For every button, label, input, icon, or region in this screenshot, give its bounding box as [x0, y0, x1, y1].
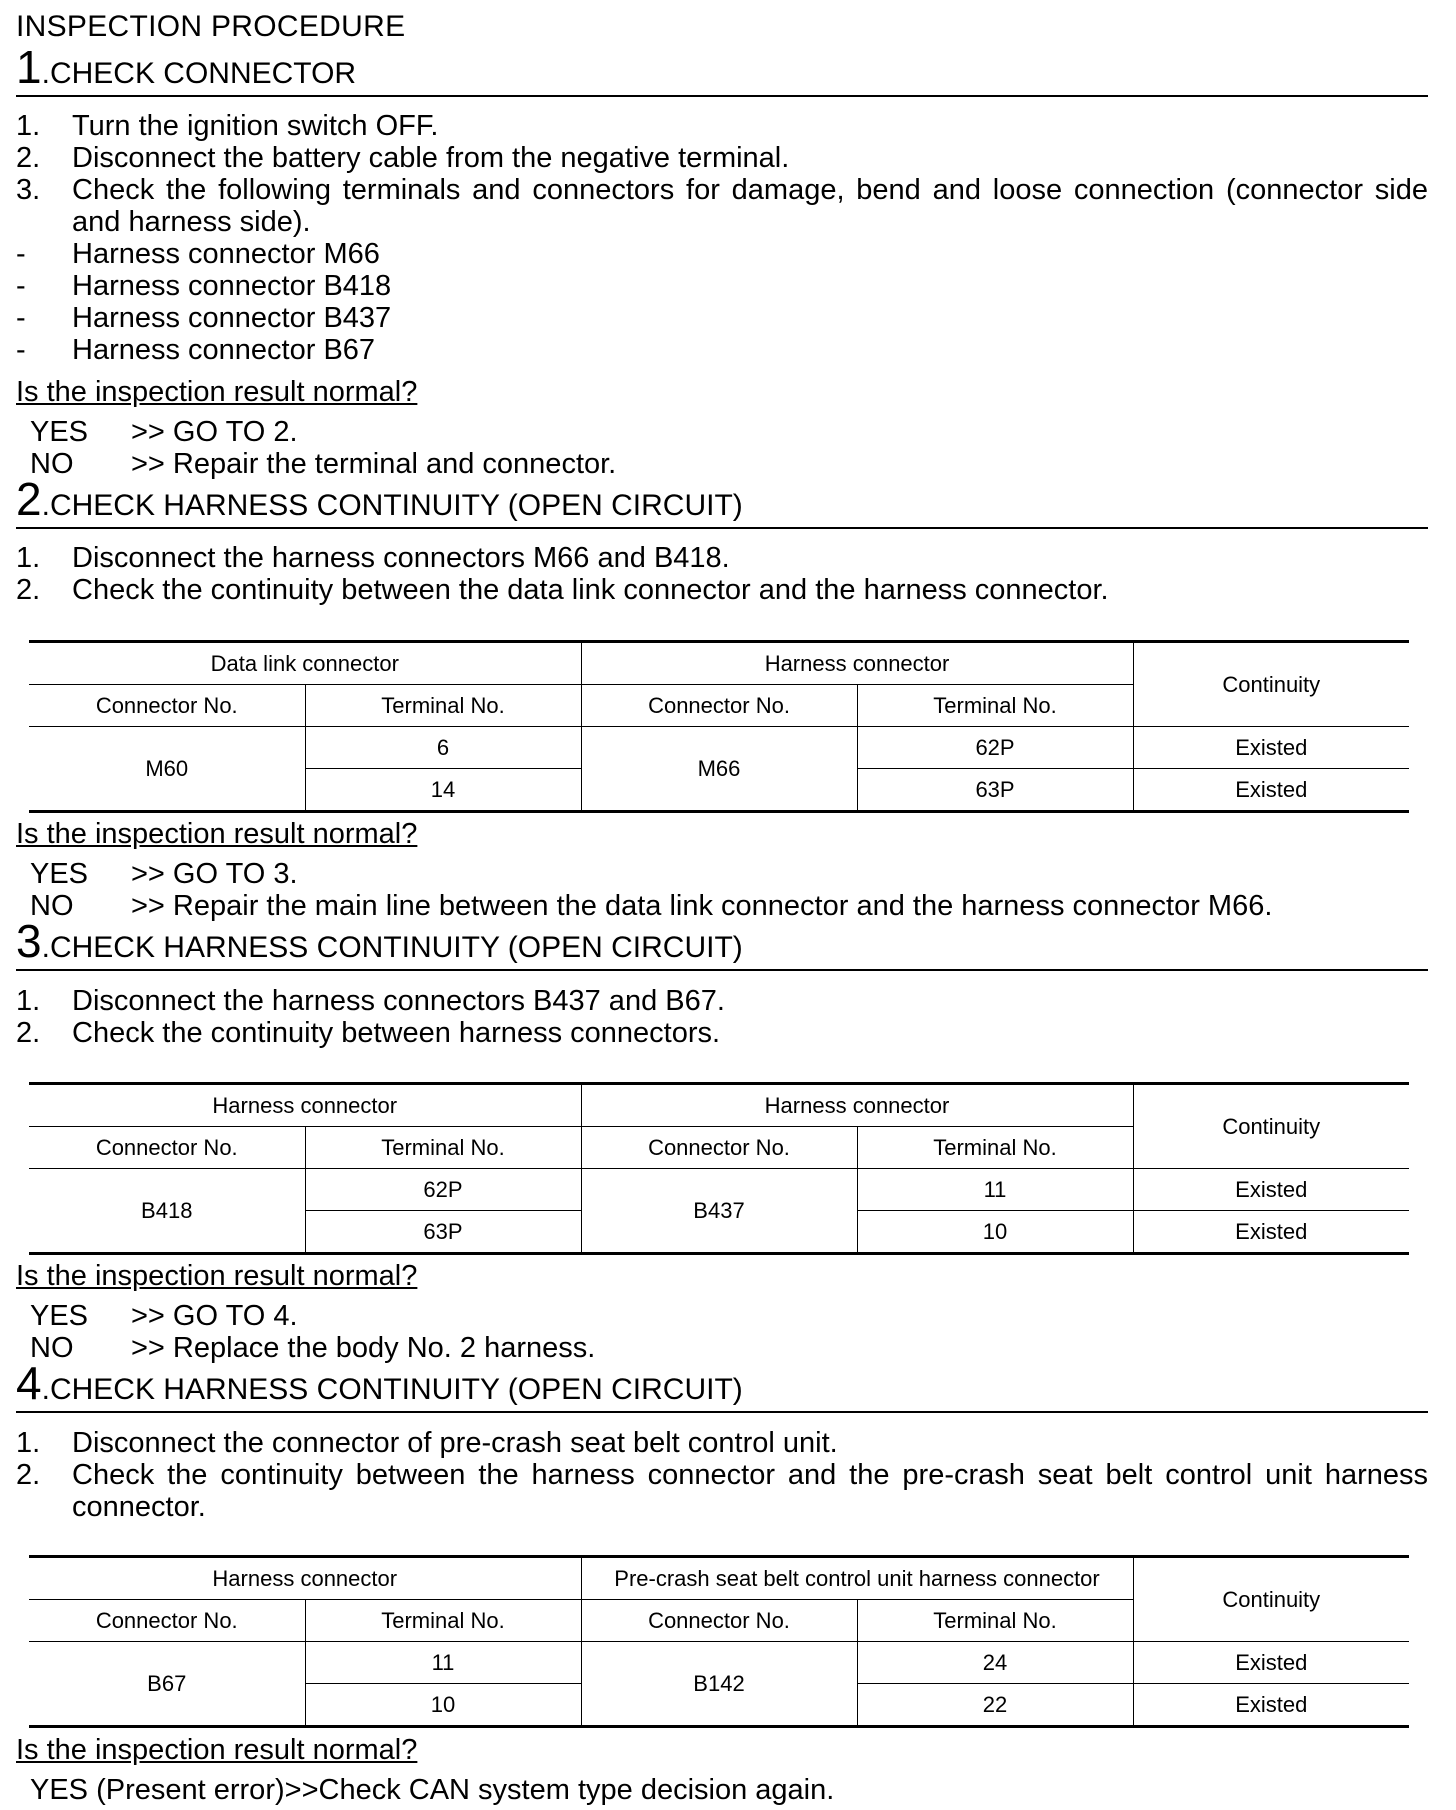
continuity-table [29, 1082, 1409, 1255]
continuity-table [29, 640, 1409, 813]
column-header: Connector No. [581, 1127, 857, 1169]
instruction-item: 3. Check the following terminals and connectors for damage, bend and loose connection (connector side and harness side). [16, 174, 1428, 238]
page-title: INSPECTION PROCEDURE [16, 10, 406, 43]
column-header: Terminal No. [305, 1127, 581, 1169]
divider [16, 95, 1428, 97]
table-cell: B418 [29, 1169, 305, 1254]
table-cell: Existed [1133, 727, 1409, 769]
answer-no: NO >> Replace the body No. 2 harness. [30, 1332, 596, 1364]
table-cell: 22 [857, 1684, 1133, 1727]
table-cell: 62P [857, 727, 1133, 769]
table-cell: Existed [1133, 1684, 1409, 1727]
table-cell: 6 [305, 727, 581, 769]
table-cell: Existed [1133, 769, 1409, 812]
column-header: Terminal No. [857, 1600, 1133, 1642]
answer-yes: YES >> GO TO 3. [30, 858, 298, 890]
table-group-header: Harness connector [29, 1084, 581, 1127]
table-cell: B67 [29, 1642, 305, 1727]
step-title: CHECK HARNESS CONTINUITY (OPEN CIRCUIT) [49, 489, 743, 522]
table-cell: Existed [1133, 1169, 1409, 1211]
step-2 [16, 473, 1428, 529]
continuity-header: Continuity [1133, 1084, 1409, 1169]
inspection-question: Is the inspection result normal? [16, 818, 418, 850]
table-cell: 63P [305, 1211, 581, 1254]
answer-yes: YES >> GO TO 4. [30, 1300, 298, 1332]
column-header: Terminal No. [857, 685, 1133, 727]
step-heading: 4.CHECK HARNESS CONTINUITY (OPEN CIRCUIT) [16, 1357, 743, 1409]
table-cell: B142 [581, 1642, 857, 1727]
table-cell: M60 [29, 727, 305, 812]
column-header: Connector No. [29, 685, 305, 727]
step-title: CHECK CONNECTOR [49, 57, 357, 90]
divider [16, 969, 1428, 971]
step-number: 2 [16, 473, 42, 525]
table-cell: 62P [305, 1169, 581, 1211]
continuity-header: Continuity [1133, 642, 1409, 727]
table-group-header: Pre-crash seat belt control unit harness connector [581, 1557, 1133, 1600]
answer-no: NO >> Repair the terminal and connector. [30, 448, 617, 480]
step-number: 1 [16, 41, 42, 93]
step-title: CHECK HARNESS CONTINUITY (OPEN CIRCUIT) [49, 1373, 743, 1406]
column-header: Connector No. [29, 1127, 305, 1169]
instruction-item: 2. Check the continuity between the harness connector and the pre-crash seat belt control unit harness connector. [16, 1459, 1428, 1523]
table-cell: 10 [305, 1684, 581, 1727]
table-group-header: Data link connector [29, 642, 581, 685]
column-header: Terminal No. [305, 685, 581, 727]
table-cell: 11 [857, 1169, 1133, 1211]
table-cell: 11 [305, 1642, 581, 1684]
step-heading: 1.CHECK CONNECTOR [16, 41, 357, 93]
answer-yes: YES (Present error)>>Check CAN system type decision again. [30, 1774, 835, 1806]
table-cell: Existed [1133, 1211, 1409, 1254]
inspection-question: Is the inspection result normal? [16, 1260, 418, 1292]
table-cell: Existed [1133, 1642, 1409, 1684]
column-header: Connector No. [29, 1600, 305, 1642]
step-number: 4 [16, 1357, 42, 1409]
step-3 [16, 915, 1428, 971]
table-cell: 14 [305, 769, 581, 812]
table-cell: M66 [581, 727, 857, 812]
table-cell: 10 [857, 1211, 1133, 1254]
inspection-question: Is the inspection result normal? [16, 1734, 418, 1766]
table-cell: 63P [857, 769, 1133, 812]
column-header: Connector No. [581, 685, 857, 727]
step-heading: 2.CHECK HARNESS CONTINUITY (OPEN CIRCUIT) [16, 473, 743, 525]
step-4 [16, 1357, 1428, 1413]
table-group-header: Harness connector [581, 642, 1133, 685]
continuity-table [29, 1555, 1409, 1728]
step-heading: 3.CHECK HARNESS CONTINUITY (OPEN CIRCUIT) [16, 915, 743, 967]
column-header: Connector No. [581, 1600, 857, 1642]
table-cell: 24 [857, 1642, 1133, 1684]
column-header: Terminal No. [305, 1600, 581, 1642]
answer-yes: YES >> GO TO 2. [30, 416, 298, 448]
step-1 [16, 41, 1428, 97]
table-group-header: Harness connector [29, 1557, 581, 1600]
divider [16, 1411, 1428, 1413]
step-number: 3 [16, 915, 42, 967]
answer-no: NO >> Repair the main line between the data link connector and the harness connector M66. [30, 890, 1273, 922]
inspection-question: Is the inspection result normal? [16, 376, 418, 408]
continuity-header: Continuity [1133, 1557, 1409, 1642]
step-title: CHECK HARNESS CONTINUITY (OPEN CIRCUIT) [49, 931, 743, 964]
table-group-header: Harness connector [581, 1084, 1133, 1127]
divider [16, 527, 1428, 529]
table-cell: B437 [581, 1169, 857, 1254]
column-header: Terminal No. [857, 1127, 1133, 1169]
